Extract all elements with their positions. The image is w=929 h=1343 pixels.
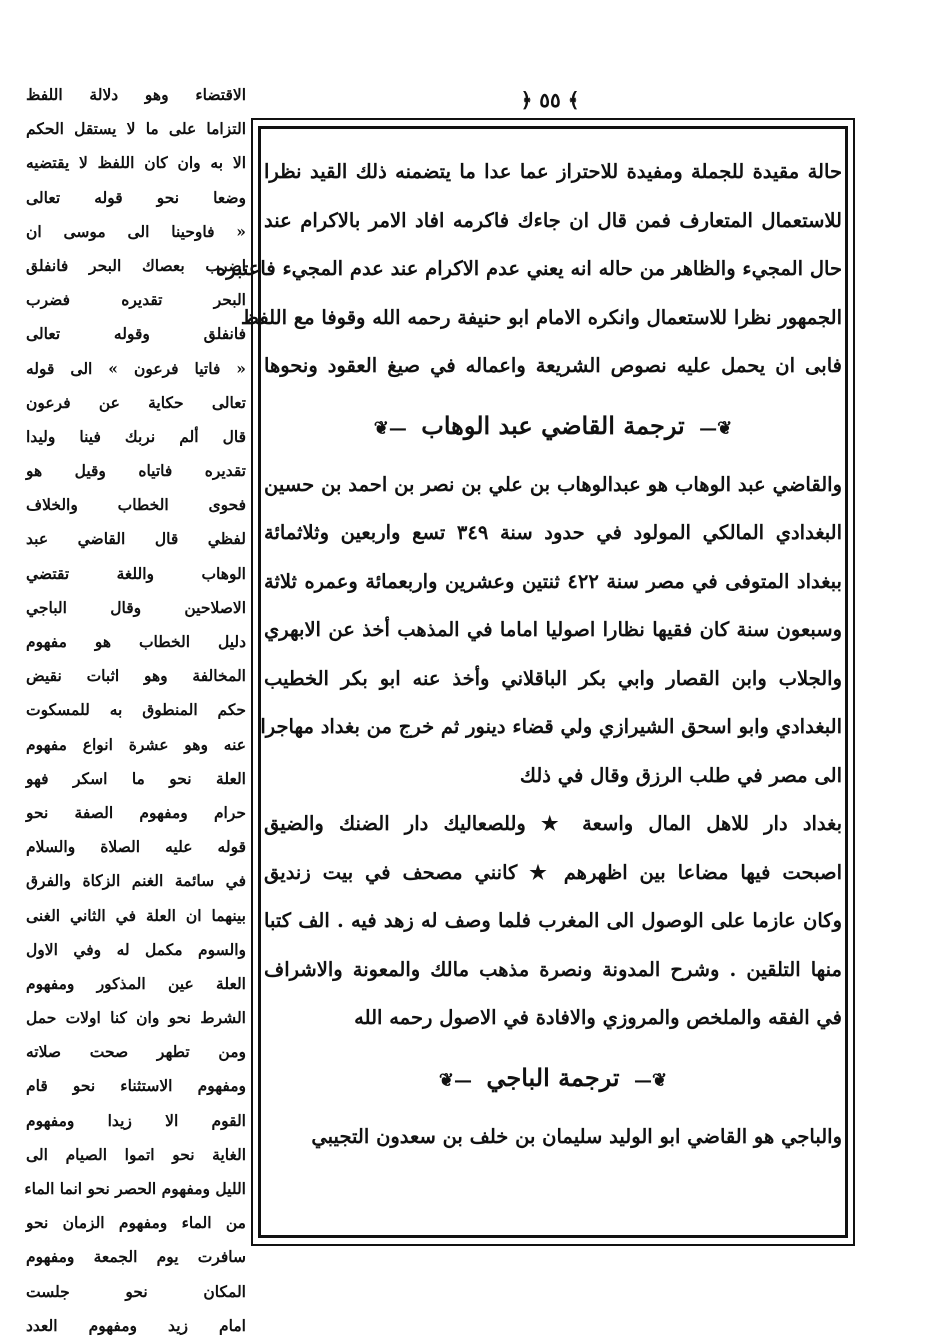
margin-text-line: الشرط نحو وان كنا اولات حمل: [26, 1008, 246, 1028]
section-heading-abd-al-wahhab: [264, 391, 842, 461]
text-line: البغدادي المالكي المولود في حدود سنة ٣٤٩ تسع واربعين وثلاثمائة: [264, 521, 842, 544]
text-line: الجمهور نظرا للاستعمال وانكره الامام ابو حنيفة رحمه الله وقوفا مع اللفظ: [240, 305, 842, 329]
text-line: في الفقه والملخص والمروزي والافادة في الاصول رحمه الله: [354, 1006, 842, 1029]
ornament-icon: —❦: [438, 1069, 473, 1091]
text-line: والباجي هو القاضي ابو الوليد سليمان بن خلف بن سعدون التجيبي: [311, 1124, 842, 1148]
poem-line: بغداد دار للاهل المال واسعة ★ وللصعاليك دار الضنك والضيق: [264, 812, 842, 835]
margin-text-line: والسوم مكمل له وفي الاول: [26, 939, 246, 959]
margin-text-line: حكم المنطوق به للمسكوت: [26, 700, 246, 720]
ornament-icon: —❦: [373, 417, 407, 439]
margin-text-line: تقديره فاتياه وقيل هو: [26, 461, 246, 481]
margin-text-line: قال ألم نربك فينا وليدا: [26, 426, 246, 446]
text-line: وكان عازما على الوصول الى المغرب فلما وصف له زهد فيه . الف كتبا: [264, 909, 842, 932]
text-line: والقاضي عبد الوهاب هو عبدالوهاب بن علي بن نصر بن احمد بن حسين: [264, 472, 842, 496]
margin-text-line: فانفلق وقوله تعالى: [26, 324, 246, 344]
margin-text-line: الا به وان كان اللفظ لا يقتضيه: [26, 153, 246, 173]
margin-text-line: امام زيد ومفهوم العدد: [26, 1315, 246, 1335]
text-line: للاستعمال المتعارف فمن قال ان جاءك فاكرمه افاد الامر بالاكرام عند: [264, 208, 842, 232]
margin-text-line: « فاوحينا الى موسى ان: [26, 221, 246, 241]
margin-text-line: المكان نحو جلست: [26, 1281, 246, 1301]
text-line: الى مصر في طلب الرزق وقال في ذلك: [519, 763, 842, 787]
margin-text-line: اضرب بعصاك البحر فانفلق: [26, 255, 246, 275]
margin-text-line: عنه وهو عشرة انواع مفهوم: [26, 734, 246, 754]
margin-text-line: لفظي قال القاضي عبد: [26, 529, 246, 549]
margin-text-line: الاصلاحين وقال الباجي: [26, 597, 246, 617]
margin-text-line: وضعا نحو قوله تعالى: [26, 187, 246, 207]
margin-text-line: دليل الخطاب هو مفهوم: [26, 632, 246, 651]
margin-text-line: ومفهوم الاستثناء نحو قام: [26, 1076, 246, 1096]
margin-text-line: العلة نحو ما اسكر فهو: [26, 768, 246, 788]
text-line: فابى ان يحمل عليه نصوص الشريعة واعماله في صيغ العقود ونحوها: [264, 354, 842, 377]
margin-text-line: تعالى حكاية عن فرعون: [26, 392, 246, 412]
text-line: حالة مقيدة للجملة ومفيدة للاحتراز عما عدا ما يتضمنه ذلك القيد نظرا: [264, 160, 842, 183]
margin-text-line: القوم الا زيدا ومفهوم: [26, 1110, 246, 1130]
margin-text-line: حرام ومفهوم الصفة نحو: [26, 802, 246, 822]
margin-text-line: ومن تطهر صحت صلاته: [26, 1042, 246, 1062]
margin-text-line: الوهاب واللغة تقتضي: [26, 563, 246, 583]
margin-text-line: فحوى الخطاب والخلاف: [26, 495, 246, 515]
text-line: حال المجيء والظاهر من حاله انه يعني عدم الاكرام عند عدم المجيء فاعتبره: [216, 257, 842, 280]
margin-text-line: المخالفة وهو اثبات نقيض: [26, 666, 246, 686]
margin-text-line: البحر تقديره فضرب: [26, 290, 246, 310]
margin-text-line: الليل ومفهوم الحصر نحو انما الماء: [24, 1179, 246, 1198]
margin-text-line: العلة عين المذكور ومفهوم: [26, 973, 246, 993]
ornament-icon: ❦—: [633, 1069, 668, 1091]
margin-text-line: من الماء ومفهوم الزمان نحو: [26, 1213, 246, 1233]
margin-text-line: « فاتيا فرعون » الى قوله: [26, 358, 246, 378]
margin-commentary: [24, 78, 246, 1335]
heading-title: ترجمة الباجي: [486, 1062, 620, 1092]
heading-title: ترجمة القاضي عبد الوهاب: [421, 410, 685, 440]
margin-text-line: الغاية نحو اتموا الصيام الى: [26, 1144, 246, 1164]
page-number: ﴿ ٥٥ ﴾: [520, 88, 580, 112]
text-line: البغدادي وابو اسحق الشيرازي ولي قضاء دينور ثم خرج من بغداد مهاجرا: [260, 715, 842, 738]
margin-text-line: سافرت يوم الجمعة ومفهوم: [26, 1247, 246, 1267]
text-line: منها التلقين . وشرح المدونة ونصرة مذهب مالك والمعونة والاشراف: [264, 957, 842, 981]
margin-text-line: في سائمة الغنم الزكاة والفرق: [26, 871, 246, 891]
margin-text-line: التزاما على ما لا يستقل الحكم: [26, 119, 246, 139]
text-line: والجلاب وابن القصار وابي بكر الباقلاني وأخذ عنه ابو بكر الخطيب: [264, 666, 842, 690]
poem-line: اصبحت فيها مضاعا بين اظهرهم ★ كانني مصحف في بيت زنديق: [264, 860, 842, 884]
main-text-block: [216, 148, 842, 1238]
margin-text-line: الاقتضاء وهو دلالة اللفظ: [26, 85, 246, 104]
margin-text-line: بينهما ان العلة في الثاني الغنى: [26, 905, 246, 925]
margin-text-line: قوله عليه الصلاة والسلام: [26, 837, 246, 857]
section-heading-al-baji: [264, 1043, 842, 1113]
text-line: ببغداد المتوفى في مصر سنة ٤٢٢ ثنتين وعشرين واربعمائة وعمره ثلاثة: [264, 569, 842, 593]
text-line: وسبعون سنة كان فقيها نظارا اصوليا اماما في المذهب أخذ عن الابهري: [264, 618, 842, 641]
ornament-icon: ❦—: [699, 417, 733, 439]
